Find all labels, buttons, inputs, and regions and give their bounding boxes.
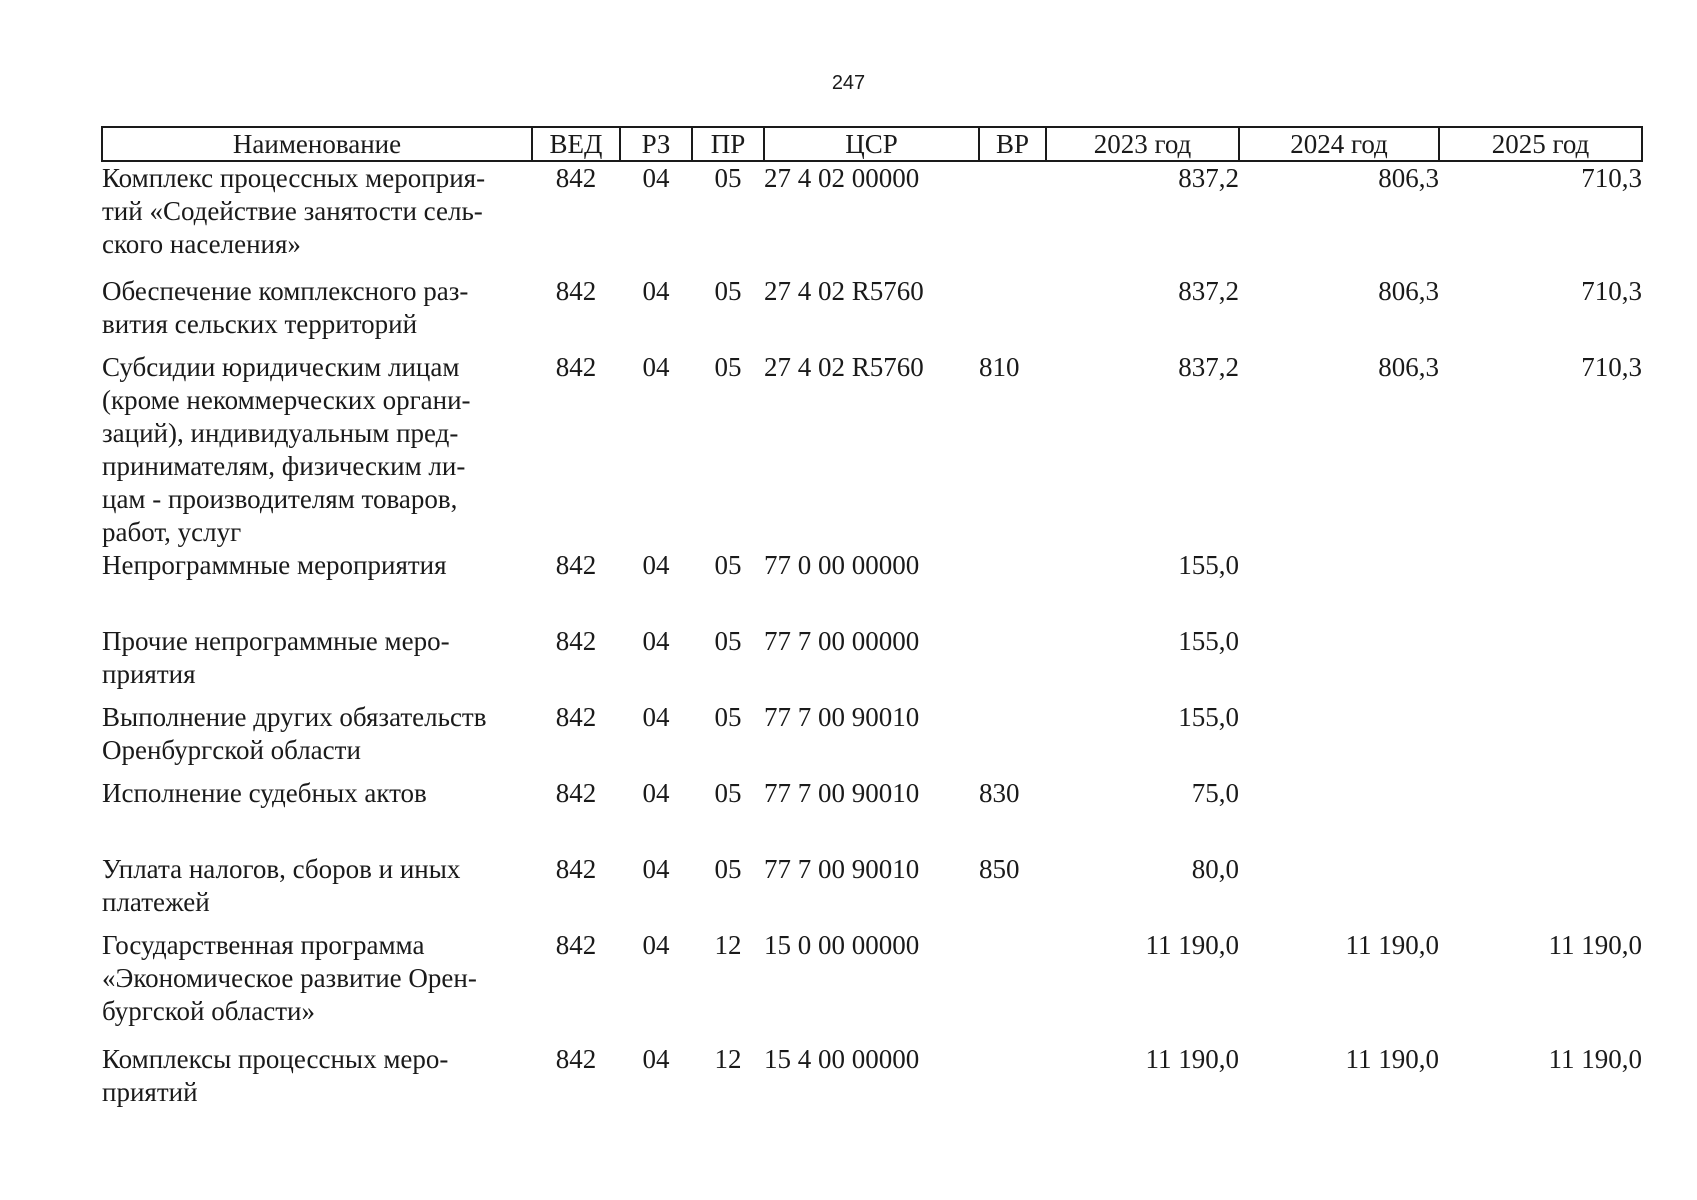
row-csr: 27 4 02 00000 <box>764 163 920 193</box>
table-row <box>102 1043 1642 1119</box>
budget-table <box>101 126 1643 1119</box>
row-rz: 04 <box>642 352 670 382</box>
row-2023: 11 190,0 <box>1145 930 1239 960</box>
row-pr: 05 <box>714 163 742 193</box>
row-pr: 05 <box>714 276 742 306</box>
row-name-cell <box>102 701 532 777</box>
row-2025 <box>1439 549 1642 625</box>
row-name-cell <box>102 777 532 853</box>
row-name-line: приятия <box>102 659 196 689</box>
row-pr: 05 <box>714 778 742 808</box>
row-name-line: тий «Содействие занятости сель- <box>102 196 483 226</box>
row-ved: 842 <box>555 626 597 656</box>
row-name-cell <box>102 549 532 625</box>
row-rz: 04 <box>642 550 670 580</box>
row-2023: 11 190,0 <box>1145 1044 1239 1074</box>
row-rz: 04 <box>642 276 670 306</box>
row-2024 <box>1239 701 1439 777</box>
row-name-line: приятий <box>102 1077 198 1107</box>
row-name-cell <box>102 351 532 549</box>
row-name-cell <box>102 853 532 929</box>
row-name-line: Комплекс процессных мероприя- <box>102 163 486 193</box>
row-name-cell <box>102 929 532 1043</box>
row-vr <box>979 929 1046 1043</box>
row-name-line: работ, услуг <box>102 517 242 547</box>
row-csr: 77 7 00 90010 <box>764 778 920 808</box>
row-name-line: бургской области» <box>102 996 315 1026</box>
row-pr: 05 <box>714 626 742 656</box>
header-2024: 2024 год <box>1239 127 1439 161</box>
row-rz: 04 <box>642 702 670 732</box>
row-name-line: принимателям, физическим ли- <box>102 451 466 481</box>
row-pr: 12 <box>714 1044 742 1074</box>
row-csr: 15 4 00 00000 <box>764 1044 920 1074</box>
row-name-line: платежей <box>102 887 210 917</box>
table-row <box>102 701 1642 777</box>
row-2024 <box>1239 777 1439 853</box>
header-ved: ВЕД <box>532 127 620 161</box>
row-name-line: Выполнение других обязательств <box>102 702 487 732</box>
row-vr <box>979 275 1046 351</box>
row-2025 <box>1439 853 1642 929</box>
row-2025: 11 190,0 <box>1548 1044 1642 1074</box>
row-2025 <box>1439 701 1642 777</box>
row-2023: 837,2 <box>1178 276 1239 306</box>
row-name-line: (кроме некоммерческих органи- <box>102 385 471 415</box>
row-2024: 11 190,0 <box>1345 1044 1439 1074</box>
row-name-cell <box>102 625 532 701</box>
row-pr: 05 <box>714 702 742 732</box>
row-2024: 806,3 <box>1378 163 1439 193</box>
row-name-cell <box>102 1043 532 1119</box>
row-csr: 15 0 00 00000 <box>764 930 920 960</box>
table-row <box>102 929 1642 1043</box>
table-row <box>102 549 1642 625</box>
row-2023: 837,2 <box>1178 163 1239 193</box>
row-name-line: Обеспечение комплексного раз- <box>102 276 469 306</box>
header-pr: ПР <box>692 127 764 161</box>
row-pr: 05 <box>714 352 742 382</box>
header-rz: РЗ <box>620 127 692 161</box>
table-row <box>102 777 1642 853</box>
row-rz: 04 <box>642 1044 670 1074</box>
row-rz: 04 <box>642 778 670 808</box>
table-row <box>102 351 1642 549</box>
row-name-line: «Экономическое развитие Орен- <box>102 963 477 993</box>
row-name-line: заций), индивидуальным пред- <box>102 418 459 448</box>
row-ved: 842 <box>555 854 597 884</box>
row-vr: 850 <box>979 854 1020 884</box>
header-vr: ВР <box>979 127 1046 161</box>
row-name-line: вития сельских территорий <box>102 309 418 339</box>
row-ved: 842 <box>555 163 597 193</box>
header-2023: 2023 год <box>1046 127 1239 161</box>
row-name-line: Субсидии юридическим лицам <box>102 352 460 382</box>
row-csr: 27 4 02 R5760 <box>764 352 924 382</box>
row-2025: 710,3 <box>1581 276 1642 306</box>
row-ved: 842 <box>555 276 597 306</box>
row-name-cell <box>102 275 532 351</box>
page-number: 247 <box>831 72 866 94</box>
row-2023: 155,0 <box>1178 550 1239 580</box>
row-csr: 27 4 02 R5760 <box>764 276 924 306</box>
row-rz: 04 <box>642 626 670 656</box>
row-pr: 12 <box>714 930 742 960</box>
row-2023: 155,0 <box>1178 702 1239 732</box>
row-ved: 842 <box>555 702 597 732</box>
row-2025: 11 190,0 <box>1548 930 1642 960</box>
row-pr: 05 <box>714 854 742 884</box>
header-name: Наименование <box>102 127 532 161</box>
row-2024: 806,3 <box>1378 276 1439 306</box>
row-2023: 155,0 <box>1178 626 1239 656</box>
row-name-line: Оренбургской области <box>102 735 361 765</box>
row-ved: 842 <box>555 778 597 808</box>
table-row <box>102 161 1642 275</box>
row-2023: 837,2 <box>1178 352 1239 382</box>
row-2024 <box>1239 549 1439 625</box>
row-ved: 842 <box>555 550 597 580</box>
row-vr: 830 <box>979 778 1020 808</box>
table-row <box>102 275 1642 351</box>
row-2023: 75,0 <box>1191 778 1239 808</box>
header-csr: ЦСР <box>764 127 979 161</box>
row-2024 <box>1239 853 1439 929</box>
row-csr: 77 7 00 90010 <box>764 702 920 732</box>
row-name-line: цам - производителям товаров, <box>102 484 458 514</box>
row-rz: 04 <box>642 930 670 960</box>
row-rz: 04 <box>642 854 670 884</box>
row-vr <box>979 701 1046 777</box>
row-rz: 04 <box>642 163 670 193</box>
row-csr: 77 7 00 00000 <box>764 626 920 656</box>
row-2024: 11 190,0 <box>1345 930 1439 960</box>
row-name-line: Исполнение судебных актов <box>102 778 427 808</box>
row-vr <box>979 625 1046 701</box>
row-vr: 810 <box>979 352 1020 382</box>
header-2025: 2025 год <box>1439 127 1642 161</box>
row-csr: 77 7 00 90010 <box>764 854 920 884</box>
row-ved: 842 <box>555 352 597 382</box>
row-name-line: Уплата налогов, сборов и иных <box>102 854 461 884</box>
row-vr <box>979 1043 1046 1119</box>
row-2025 <box>1439 777 1642 853</box>
row-vr <box>979 549 1046 625</box>
row-2024: 806,3 <box>1378 352 1439 382</box>
row-name-line: Комплексы процессных меро- <box>102 1044 449 1074</box>
table-row <box>102 853 1642 929</box>
row-name-line: Прочие непрограммные меро- <box>102 626 450 656</box>
row-2025: 710,3 <box>1581 352 1642 382</box>
row-name-line: Непрограммные мероприятия <box>102 550 447 580</box>
row-pr: 05 <box>714 550 742 580</box>
row-ved: 842 <box>555 930 597 960</box>
row-name-line: Государственная программа <box>102 930 425 960</box>
row-name-cell <box>102 161 532 275</box>
row-2025 <box>1439 625 1642 701</box>
table-row <box>102 625 1642 701</box>
row-2024 <box>1239 625 1439 701</box>
table-header-row <box>102 127 1642 161</box>
row-name-line: ского населения» <box>102 229 301 259</box>
row-ved: 842 <box>555 1044 597 1074</box>
row-vr <box>979 161 1046 275</box>
row-2023: 80,0 <box>1191 854 1239 884</box>
row-csr: 77 0 00 00000 <box>764 550 920 580</box>
row-2025: 710,3 <box>1581 163 1642 193</box>
